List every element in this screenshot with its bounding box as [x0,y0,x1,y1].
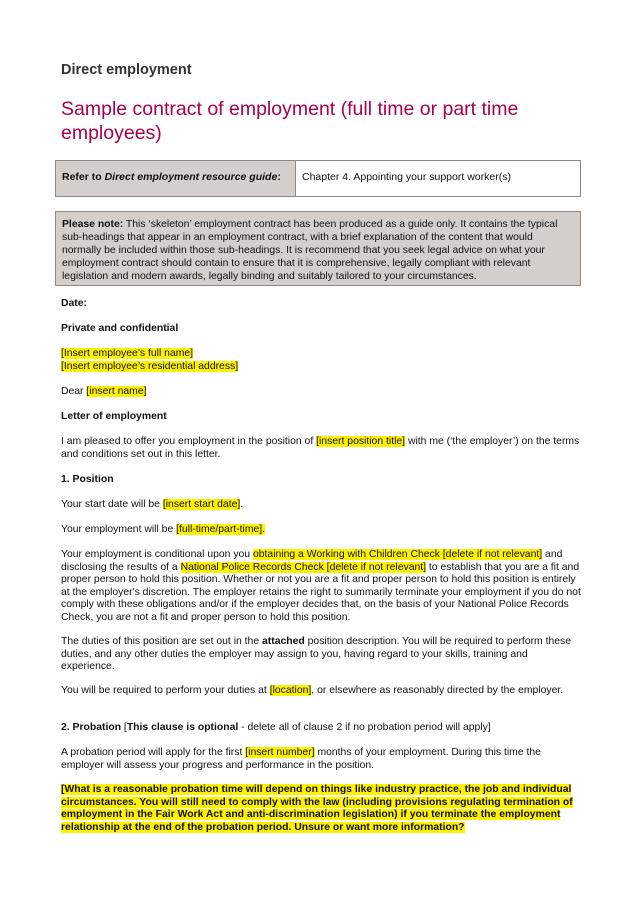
duties-attached: attached [262,636,305,647]
employment-type-paragraph [61,524,581,537]
offer-text-b: with me (‘the employer’) on the terms and conditions set out in this letter. [61,436,580,460]
start-date-placeholder: [insert start date] [162,499,241,510]
reference-guide-title: Direct employment resource guide [104,171,278,183]
document-title: Sample contract of employment (full time or part time employees) [61,98,519,144]
start-date-paragraph [61,499,581,512]
employee-name-placeholder: [Insert employee’s full name] [61,348,194,359]
please-note-box [55,211,581,286]
employment-type-placeholder: [full-time/part-time]. [176,524,266,535]
police-check-placeholder: National Police Records Check [delete if not relevant] [180,561,427,573]
reference-suffix: : [277,171,281,183]
duties-text-a: The duties of this position are set out in the [61,636,263,647]
offer-text-a: I am pleased to offer you employment in the position of [61,436,317,447]
reference-prefix: Refer to [62,171,105,183]
conditions-paragraph [61,549,581,624]
probation-heading-line [61,722,581,735]
salutation [61,386,581,399]
start-text-b: . [240,499,244,510]
position-title-placeholder: [insert position title] [316,436,406,447]
probation-period-paragraph [61,747,581,772]
probation-guidance-text: [What is a reasonable probation time will depend on things like industry practice, the job and individual circumstances. You will still need to comply with the law (including provisions regulating termination of employment in the Fair Work Act and anti-discrimination legislation) if you terminate the employment relationship at the end of the probation period. Unsure or want more information? [61,784,573,833]
salutation-name-placeholder: [insert name] [86,386,147,397]
salutation-text: Dear [61,386,87,397]
employee-address-placeholder: [Insert employee’s residential address] [61,360,239,372]
loc-text-a: You will be required to perform your duties at [61,685,270,696]
cond-text-b: and disclosing the results of a [61,549,563,573]
position-heading: 1. Position [61,474,114,485]
cond-text-a: Your employment is conditional upon you [61,549,253,560]
probation-optional-rest: - delete all of clause 2 if no probation period will apply] [238,722,491,733]
duties-paragraph [61,636,581,674]
probation-optional: This clause is optional [126,722,239,733]
employee-details [61,348,581,373]
private-confidential-label: Private and confidential [61,323,179,334]
location-paragraph [61,685,581,698]
section-header: Direct employment [61,62,192,78]
probation-bracket: [ [121,722,127,733]
wwcc-placeholder: obtaining a Working with Children Check [delete if not relevant] [252,549,543,560]
note-text: This ‘skeleton’ employment contract has been produced as a guide only. It contains the typical sub-headings that appear in an employment contract, with a brief explanation of the content that would normally be included within those sub-headings. It is recommend that you seek legal advice on what your employment contract should contain to ensure that it is comprehensive, legally compliant with relevant legislation and modern awards, legally binding and suitably tailored to your circumstances. [62,219,558,282]
probation-months-placeholder: [insert number] [245,747,315,758]
probation-guidance [61,784,581,834]
reference-chapter-cell: Chapter 4. Appointing your support worker(s) [302,171,511,183]
period-text-b: months of your employment. During this time the employer will assess your progress and performance in the position. [61,747,541,771]
duties-text-b: position description. You will be required to perform these duties, and any other duties the employer may assign to you, having regard to your skills, training and experience. [61,636,572,672]
probation-heading: 2. Probation [61,722,122,733]
cond-text-c: to establish that you are a fit and proper person to hold this position. Whether or not you are a fit and proper person to hold this position is entirely at the employer's discretion. The employer retains the right to summarily terminate your employment if you do not comply with these obligations and/or if the employer decides that, on the basis of your National Police Records Check, you are not a fit and proper person to hold this position. [61,561,581,623]
start-text-a: Your start date will be [61,499,163,510]
reference-table [55,160,581,197]
reference-label-cell [56,161,296,196]
period-text-a: A probation period will apply for the first [61,747,246,758]
note-label: Please note: [62,219,124,230]
date-label: Date: [61,298,87,309]
letter-heading: Letter of employment [61,411,167,422]
location-placeholder: [location] [269,685,312,696]
loc-text-b: , or elsewhere as reasonably directed by the employer. [311,685,564,696]
offer-paragraph [61,436,581,461]
emp-text-a: Your employment will be [61,524,177,535]
